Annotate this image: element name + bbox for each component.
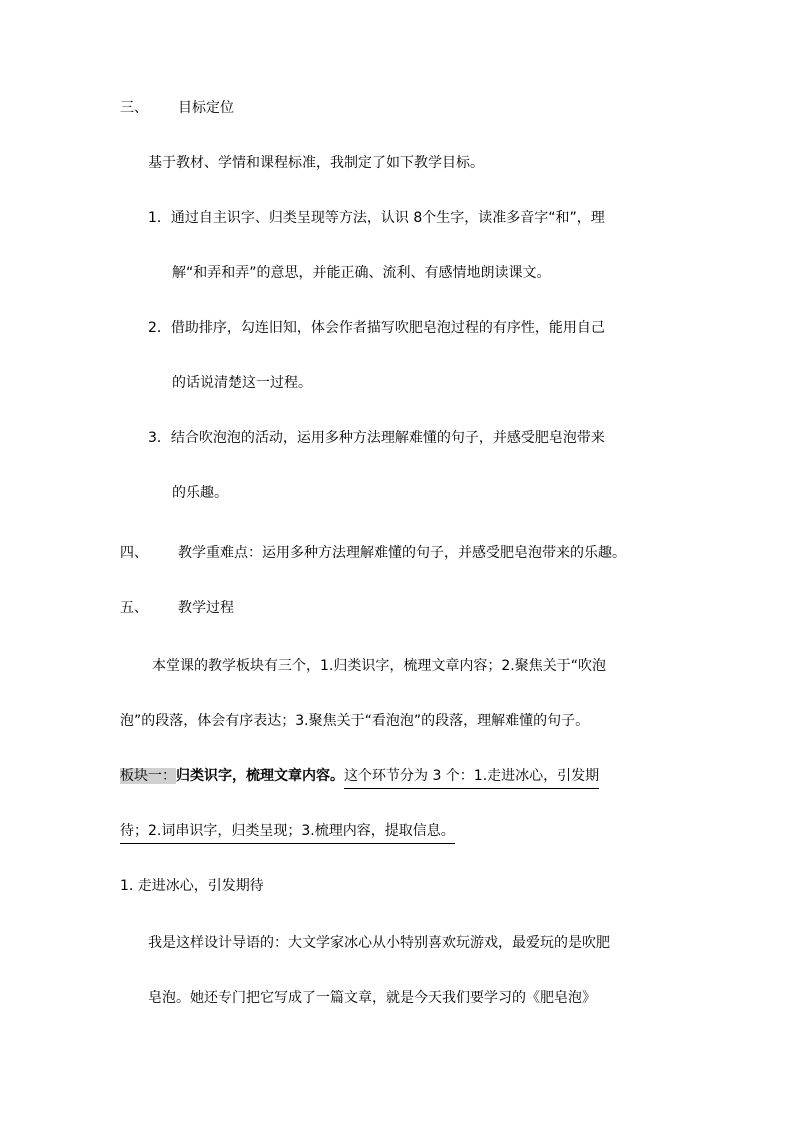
- section-number: 五、: [120, 600, 148, 616]
- step-1-line-2: 皂泡。她还专门把它写成了一篇文章，就是今天我们要学习的《肥皂泡》: [148, 990, 596, 1006]
- block-1-line-1: [120, 766, 599, 786]
- goal-1-line-1: 1．通过自主识字、归类呈现等方法，认识 8个生字，读准多音字“和”，理: [148, 210, 605, 226]
- block-label: 板块一：: [120, 768, 176, 784]
- section-heading-4: [120, 543, 626, 563]
- goal-1-line-2: 解“和弄和弄”的意思，并能正确、流利、有感情地朗读课文。: [172, 265, 551, 281]
- block-title: 归类识字，梳理文章内容。: [176, 768, 344, 784]
- section-heading-5: [120, 598, 234, 618]
- goal-2-line-1: 2．借助排序，勾连旧知，体会作者描写吹肥皂泡过程的有序性，能用自己: [148, 320, 605, 336]
- section-heading-3: [120, 98, 234, 118]
- step-1-heading: 1. 走进冰心，引发期待: [120, 878, 264, 894]
- intro-paragraph: 基于教材、学情和课程标准，我制定了如下教学目标。: [148, 155, 484, 171]
- goal-3-line-1: 3．结合吹泡泡的活动，运用多种方法理解难懂的句子，并感受肥皂泡带来: [148, 430, 605, 446]
- block-description-cont: 待；2.词串识字，归类呈现；3.梳理内容，提取信息。: [120, 823, 455, 844]
- section-number: 四、: [120, 545, 148, 561]
- process-line-1: 本堂课的教学板块有三个，1.归类识字，梳理文章内容；2.聚焦关于“吹泡: [152, 658, 606, 674]
- block-description: 这个环节分为 3 个：1.走进冰心，引发期: [344, 768, 599, 789]
- section-title: 教学过程: [178, 600, 234, 616]
- goal-3-line-2: 的乐趣。: [172, 485, 228, 501]
- goal-2-line-2: 的话说清楚这一过程。: [172, 375, 312, 391]
- section-title: 教学重难点：运用多种方法理解难懂的句子，并感受肥皂泡带来的乐趣。: [178, 545, 626, 561]
- block-1-line-2: [120, 821, 455, 841]
- step-1-line-1: 我是这样设计导语的：大文学家冰心从小特别喜欢玩游戏，最爱玩的是吹肥: [148, 935, 610, 951]
- section-title: 目标定位: [178, 100, 234, 116]
- section-number: 三、: [120, 100, 148, 116]
- process-line-2: 泡”的段落，体会有序表达；3.聚焦关于“看泡泡”的段落，理解难懂的句子。: [120, 713, 590, 729]
